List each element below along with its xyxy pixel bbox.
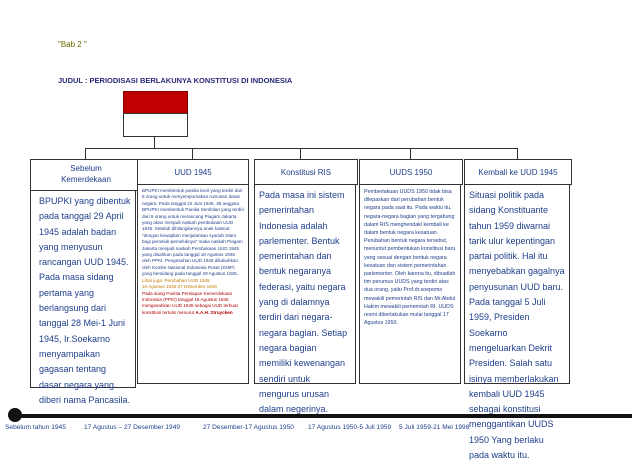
connector-col3 [300,148,301,159]
bab-label: "Bab 2 " [58,40,87,49]
connector-col1 [85,148,86,159]
connector-col5 [517,148,518,159]
page-title: JUDUL : PERIODISASI BERLAKUNYA KONSTITUSI DI INDONESIA [58,76,293,85]
uud1945-ppki-author: A.A.H. Struycken [195,309,233,315]
timeline-label-1: Sebelum tahun 1945 [5,424,66,431]
column-body-uuds-1950: Pemberlakuan UUDS 1950 tidak bisa dilepaskan dari perubahan bentuk negara pada saat itu. Pada waktu itu, negara-negara bagian yang tergabung dalam RIS menghendaki kembali ke dalam bentuk negara kesatuan. Perubahan bentuk negara tersebut, menuntut pembentukan konstitusi baru yang sesuai dengan bentuk negara kesatuan dan sistem pemerintahan parlementer. Oleh karena itu, dibuatlah tim perumus UUDS yang terdiri atas dua orang, yaitu Prof.dr.soepomo mewakili pemerintah RIS dan Mr.Abdul Hakim mewakili pemerintah RI. UUDS resmi diberlakukan mulai tanggal 17 Agustus 1950. [359,184,461,384]
header-line1: Sebelum [70,164,102,174]
column-header-konstitusi-ris: Konstitusi RIS [254,159,358,185]
timeline-label-4: 17 Agustus 1950-5 Juli 1959 [308,424,392,431]
uud1945-see-also: Lihat juga: Perubahan UUD 1945 [142,277,210,283]
uud1945-ppki-text [142,291,244,317]
uud1945-ppki-body: Pada siang Panitia Persiapan Kemerdekaan Indonesia (PPKI) tanggal 18 Agustus 1945 mengesahkan UUD 1945 sebagai UUD terbuat konstitusi tertulis menurut [142,290,238,315]
connector-col2 [192,148,193,159]
timeline-label-2: 17 Agustus – 27 Desember 1949 [84,424,181,431]
uud1945-period: 18 Agustus 1945-27 Desember 1949 [142,284,217,290]
root-box-red [123,91,188,115]
timeline-label-5: 5 Juli 1959-21 Mei 1998 [399,424,470,431]
header-line2: Kemerdekaan [61,175,111,184]
connector-horizontal [85,148,517,149]
column-header-kembali-uud-1945: Kembali ke UUD 1945 [464,159,572,185]
column-body-kembali-uud-1945: Situasi politik pada sidang Konstituante tahun 1959 diwarnai tarik ulur kepentingan partai politik. Hal itu menyebabkan gagalnya penyusunan UUD baru. Pada tanggal 5 Juli 1959, Presiden Soekarno mengeluarkan Dekrit Presiden. Salah satu isinya memberlakukan kembali UUD 1945 sebagai konstitusi menggantikan UUDS 1950 Yang berlaku pada waktu itu. [464,184,570,384]
column-body-sebelum-kemerdekaan: BPUPKI yang dibentuk pada tanggal 29 April 1945 adalah badan yang menyusun rancangan UUD 1945. Pada masa sidang pertama yang berlangsung dari tanggal 28 Mei-1 Juni 1945, Ir.Soekarno menyampaikan gagasan tentang dasar negara yang diberi nama Pancasila. [30,190,136,388]
uud1945-main-text: BPUPKI membentuk panitia kecil yang terdiri dari 8 orang untuk menyempurnakan rumusan dasar negara. Pada tanggal 22 Juni 1945, 38 anggota BPUPKI membentuk Panitia Sembilan yang terdiri dari 9 orang untuk merancang Piagam Jakarta yang akan menjadi naskah pembukaan UUD 1945. Setelah dihilangkannya anak kalimat "dengan kewajiban menjalankan syariah islam bagi pemeluk-pemeluknya" maka naskah Piagam Jakarta menjadi naskah Pembukaan UUD 1945 yang disahkan pada tanggal 18 Agustus 1945 oleh PPKI. Pengesahan UUD 1945 dikukuhkan oleh Komite Nasional Indonesia Pusat (KNIP) yang bersidang pada tanggal 29 Agustus 1945. [142,188,244,277]
root-box [123,113,188,137]
column-header-uud-1945: UUD 1945 [137,159,249,185]
column-header-uuds-1950: UUDS 1950 [359,159,463,185]
timeline-start-dot [8,408,22,422]
column-header-sebelum-kemerdekaan [30,159,142,191]
connector-col4 [410,148,411,159]
column-body-uud-1945 [137,184,249,384]
connector-root [154,136,155,148]
timeline-label-3: 27 Desember-17 Agustus 1950 [203,424,294,431]
column-body-konstitusi-ris: Pada masa ini sistem pemerintahan Indonesia adalah parlementer. Bentuk pemerintahan dan bentuk negaranya federasi, yaitu negara yang di dalamnya terdiri dari negara-negara bagian. Setiap negara bagian memiliki kewenangan sendiri untuk mengurus urusan dalam negerinya. [254,184,356,384]
timeline-axis [12,414,632,418]
